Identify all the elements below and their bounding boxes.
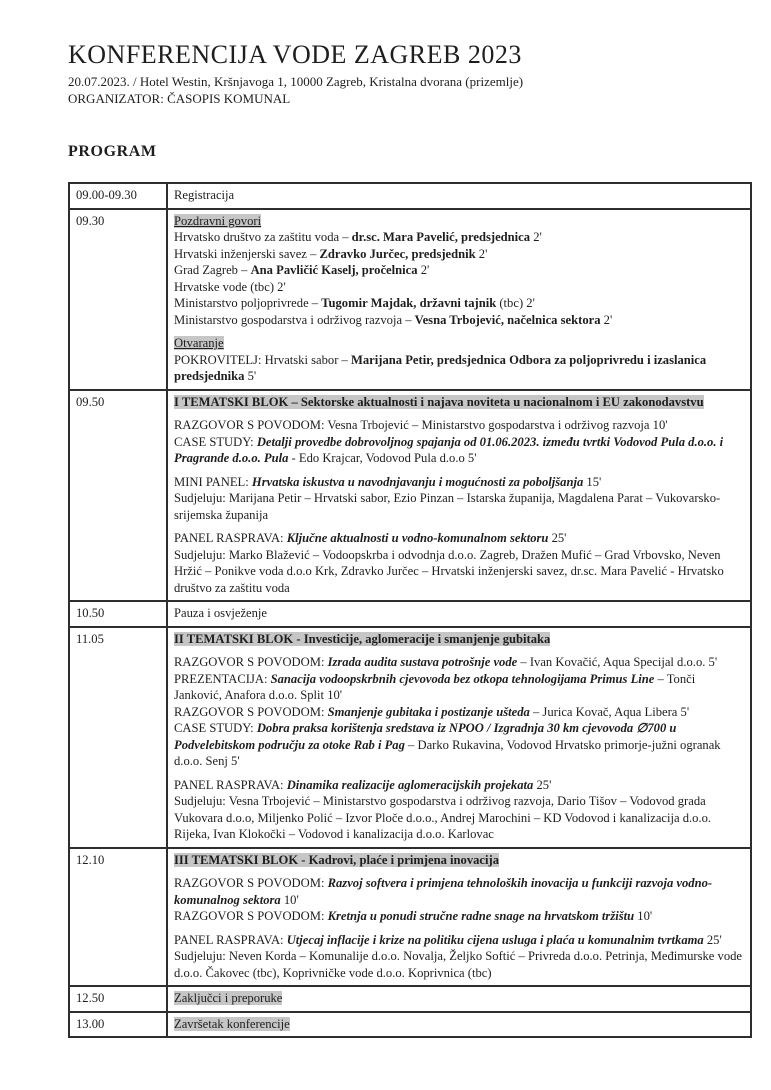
text-run: PREZENTACIJA: bbox=[174, 671, 271, 686]
text-run: PANEL RASPRAVA: bbox=[174, 932, 287, 947]
content-cell bbox=[167, 627, 751, 848]
text-run: Otvaranje bbox=[174, 336, 224, 350]
content-cell bbox=[167, 848, 751, 987]
text-line bbox=[174, 704, 742, 721]
table-row bbox=[69, 848, 751, 987]
text-run: MINI PANEL: bbox=[174, 474, 252, 489]
text-line bbox=[174, 875, 742, 908]
text-run: – Tonči Janković, Anafora d.o.o. Split 10' bbox=[174, 671, 696, 702]
table-row bbox=[69, 1012, 751, 1038]
time-cell: 09.30 bbox=[69, 209, 167, 390]
text-run: 25' bbox=[533, 777, 552, 792]
program-paragraph bbox=[174, 875, 742, 925]
text-run: Hrvatski inženjerski savez – bbox=[174, 246, 320, 261]
table-row bbox=[69, 627, 751, 848]
text-run: PANEL RASPRAVA: bbox=[174, 531, 287, 545]
program-paragraph bbox=[174, 394, 742, 411]
text-run: RAZGOVOR S POVODOM: Vesna Trbojević – Ministarstvo gospodarstva i održivog razvoja 10' bbox=[174, 418, 668, 432]
program-paragraph bbox=[174, 213, 742, 329]
text-run: Smanjenje gubitaka i postizanje ušteda bbox=[327, 704, 530, 719]
text-line bbox=[174, 948, 742, 981]
program-paragraph bbox=[174, 654, 742, 770]
text-run: RAZGOVOR S POVODOM: bbox=[174, 704, 328, 719]
table-row bbox=[69, 390, 751, 602]
text-run: 2' bbox=[475, 246, 488, 261]
program-paragraph bbox=[174, 474, 742, 524]
text-run: Tugomir Majdak, državni tajnik bbox=[321, 296, 497, 310]
text-run: Pozdravni govori bbox=[174, 213, 262, 228]
program-paragraph bbox=[174, 852, 742, 869]
program-heading: PROGRAM bbox=[68, 143, 157, 160]
text-line bbox=[174, 932, 742, 949]
content-cell bbox=[167, 1012, 751, 1038]
conference-details: 20.07.2023. / Hotel Westin, Kršnjavoga 1, 10000 Zagreb, Kristalna dvorana (prizemlje) bbox=[68, 74, 524, 89]
text-line bbox=[174, 490, 742, 523]
text-line bbox=[174, 335, 742, 352]
time-cell: 10.50 bbox=[69, 601, 167, 627]
text-run: POKROVITELJ: Hrvatski sabor – bbox=[174, 352, 351, 367]
text-line bbox=[174, 417, 742, 434]
text-run: Pauza i osvježenje bbox=[174, 606, 268, 620]
text-line bbox=[174, 777, 742, 794]
program-paragraph bbox=[174, 777, 742, 843]
text-line bbox=[174, 394, 742, 411]
document-header bbox=[68, 40, 752, 107]
text-run: RAZGOVOR S POVODOM: bbox=[174, 876, 328, 890]
text-line bbox=[174, 530, 742, 547]
text-run: dr.sc. Mara Pavelić, predsjednica bbox=[351, 230, 531, 244]
text-run: Vesna Trbojević, načelnica sektora bbox=[414, 312, 601, 327]
text-run: Izrada audita sustava potrošnje vode bbox=[327, 655, 518, 669]
text-run: Grad Zagreb – bbox=[174, 263, 251, 277]
program-paragraph bbox=[174, 187, 742, 204]
text-run: CASE STUDY: bbox=[174, 434, 257, 449]
text-line bbox=[174, 229, 742, 246]
text-run: Hrvatske vode (tbc) 2' bbox=[174, 279, 286, 294]
content-cell bbox=[167, 601, 751, 627]
text-run: Kretnja u ponudi stručne radne snage na hrvatskom tržištu bbox=[327, 909, 635, 923]
text-run: 5' bbox=[244, 369, 257, 383]
text-run: Registracija bbox=[174, 188, 235, 202]
text-line bbox=[174, 671, 742, 704]
text-run: Zaključci i preporuke bbox=[174, 991, 283, 1005]
text-line bbox=[174, 279, 742, 296]
text-line bbox=[174, 352, 742, 385]
program-paragraph bbox=[174, 990, 742, 1007]
conference-organizer: ORGANIZATOR: ČASOPIS KOMUNAL bbox=[68, 91, 291, 106]
time-cell: 12.10 bbox=[69, 848, 167, 987]
text-run: – Darko Rukavina, Vodovod Hrvatsko primorje-južni ogranak d.o.o. Senj 5' bbox=[174, 737, 721, 768]
text-run: 25' bbox=[548, 531, 567, 545]
text-run: Završetak konferencije bbox=[174, 1016, 290, 1031]
text-run: Sudjeluju: Marijana Petir – Hrvatski sabor, Ezio Pinzan – Istarska županija, Magdalena Parat – Vukovarsko-srijemska županija bbox=[174, 491, 721, 522]
text-line bbox=[174, 434, 742, 467]
text-run: 2' bbox=[600, 312, 613, 327]
text-run: III TEMATSKI BLOK - Kadrovi, plaće i primjena inovacija bbox=[174, 852, 500, 867]
content-cell bbox=[167, 209, 751, 390]
text-run: Sudjeluju: Neven Korda – Komunalije d.o.o. Novalja, Željko Softić – Privreda d.o.o. Petrinja, Međimurske vode d.o.o. Čakovec (tbc), Koprivničke vode d.o.o. Koprivnica (tbc) bbox=[174, 949, 743, 980]
text-run: (tbc) 2' bbox=[496, 296, 535, 310]
text-run: – Ivan Kovačić, Aqua Specijal d.o.o. 5' bbox=[517, 655, 718, 669]
text-line bbox=[174, 793, 742, 843]
program-paragraph bbox=[174, 631, 742, 648]
text-line bbox=[174, 547, 742, 597]
program-paragraph bbox=[174, 932, 742, 982]
text-run: RAZGOVOR S POVODOM: bbox=[174, 655, 328, 669]
text-run: Detalji provedbe dobrovoljnog spajanja od 01.06.2023. između tvrtki Vodovod Pula d.o.o. i Pragrande d.o.o. Pula bbox=[174, 434, 724, 465]
program-table-body bbox=[69, 183, 751, 1037]
text-run: Ministarstvo poljoprivrede – bbox=[174, 296, 322, 310]
program-paragraph bbox=[174, 417, 742, 467]
time-cell: 11.05 bbox=[69, 627, 167, 848]
text-line bbox=[174, 246, 742, 263]
text-run: 25' bbox=[703, 932, 722, 947]
text-run: Ministarstvo gospodarstva i održivog razvoja – bbox=[174, 312, 415, 327]
text-run: Zdravko Jurčec, predsjednik bbox=[319, 246, 476, 261]
text-run: PANEL RASPRAVA: bbox=[174, 777, 287, 792]
text-line bbox=[174, 312, 742, 329]
text-run: 2' bbox=[530, 230, 542, 244]
text-line bbox=[174, 908, 742, 925]
text-run: Razvoj softvera i primjena tehnoloških inovacija u funkciji razvoja vodno-komunalnog sektora bbox=[174, 876, 713, 907]
text-line bbox=[174, 262, 742, 279]
program-paragraph bbox=[174, 335, 742, 385]
text-run: Ključne aktualnosti u vodno-komunalnom sektoru bbox=[286, 531, 549, 545]
program-paragraph bbox=[174, 530, 742, 596]
time-cell: 13.00 bbox=[69, 1012, 167, 1038]
text-run: Dinamika realizacije aglomeracijskih projekata bbox=[286, 777, 534, 792]
conference-title: KONFERENCIJA VODE ZAGREB 2023 bbox=[68, 40, 522, 69]
program-paragraph bbox=[174, 1016, 742, 1033]
content-cell bbox=[167, 183, 751, 209]
time-cell: 09.50 bbox=[69, 390, 167, 602]
text-run: 10' bbox=[634, 909, 653, 923]
text-run: 2' bbox=[417, 263, 430, 277]
text-run: I TEMATSKI BLOK – Sektorske aktualnosti i najava noviteta u nacionalnom i EU zakonodavstvu bbox=[174, 394, 704, 409]
text-line bbox=[174, 187, 742, 204]
text-run: Sanacija vodoopskrbnih cjevovoda bez otkopa tehnologijama Primus Line bbox=[270, 671, 655, 686]
text-run: Ana Pavličić Kaselj, pročelnica bbox=[250, 263, 418, 277]
text-line bbox=[174, 852, 742, 869]
text-run: - Edo Krajcar, Vodovod Pula d.o.o 5' bbox=[288, 451, 477, 465]
text-run: Marijana Petir, predsjednica Odbora za poljoprivredu i izaslanica predsjednika bbox=[174, 352, 707, 383]
table-row bbox=[69, 601, 751, 627]
text-run: RAZGOVOR S POVODOM: bbox=[174, 909, 328, 923]
text-run: Dobra praksa korištenja sredstava iz NPOO / Izgradnja 30 km cjevovoda ∅700 u Podvelebitskom području za otoke Rab i Pag bbox=[174, 721, 677, 752]
text-line bbox=[174, 605, 742, 622]
text-line bbox=[174, 631, 742, 648]
content-cell bbox=[167, 986, 751, 1012]
text-run: Sudjeluju: Marko Blažević – Vodoopskrba i odvodnja d.o.o. Zagreb, Dražen Mufić – Grad Vrbovsko, Neven Hržić – Ponikve voda d.o.o Krk, Zdravko Jurčec – Hrvatski inženjerski savez, dr.sc. Mara Pavelić - Hrvatsko društvo za zaštitu voda bbox=[174, 547, 724, 595]
time-cell: 12.50 bbox=[69, 986, 167, 1012]
text-run: 15' bbox=[583, 474, 602, 489]
time-cell: 09.00-09.30 bbox=[69, 183, 167, 209]
table-row bbox=[69, 183, 751, 209]
text-line bbox=[174, 213, 742, 230]
text-line bbox=[174, 654, 742, 671]
text-run: Hrvatsko društvo za zaštitu voda – bbox=[174, 230, 352, 244]
table-row bbox=[69, 986, 751, 1012]
program-paragraph bbox=[174, 605, 742, 622]
text-run: Sudjeluju: Vesna Trbojević – Ministarstvo gospodarstva i održivog razvoja, Dario Tišov – Vodovod grada Vukovara d.o.o, Miljenko Polić – Izvor Ploče d.o.o., Andrej Marochini – KD Vodovod i kanalizacija d.o.o. Rijeka, Ivan Klokočki – Vodovod i kanalizacija d.o.o. Karlovac bbox=[174, 794, 712, 841]
text-run: 10' bbox=[280, 892, 299, 907]
text-line bbox=[174, 474, 742, 491]
program-table bbox=[68, 182, 752, 1038]
text-line bbox=[174, 720, 742, 770]
text-run: Utjecaj inflacije i krize na politiku cijena usluga i plaća u komunalnim tvrtkama bbox=[286, 932, 704, 947]
text-run: CASE STUDY: bbox=[174, 721, 257, 735]
text-run: II TEMATSKI BLOK - Investicije, aglomeracije i smanjenje gubitaka bbox=[174, 631, 551, 646]
table-row bbox=[69, 209, 751, 390]
content-cell bbox=[167, 390, 751, 602]
text-line bbox=[174, 295, 742, 312]
text-run: – Jurica Kovač, Aqua Libera 5' bbox=[529, 704, 690, 719]
text-line bbox=[174, 990, 742, 1007]
text-line bbox=[174, 1016, 742, 1033]
text-run: Hrvatska iskustva u navodnjavanju i mogućnosti za poboljšanja bbox=[251, 474, 584, 489]
